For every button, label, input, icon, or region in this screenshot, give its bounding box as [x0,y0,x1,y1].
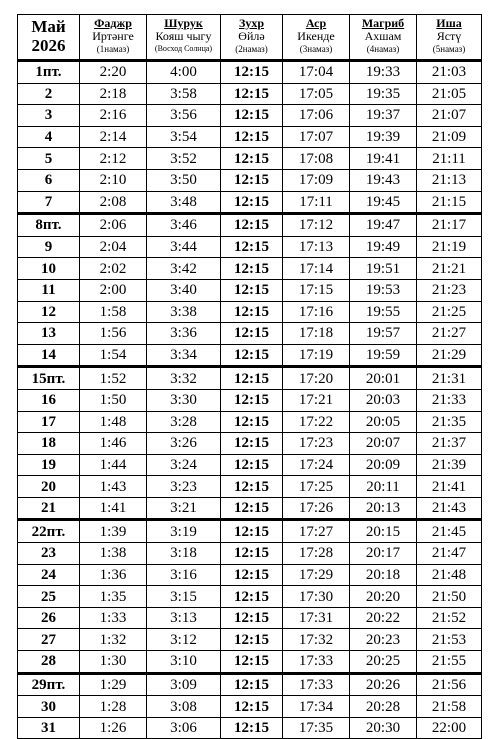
zuhr-header [221,15,283,61]
maghrib-time-cell: 19:53 [350,279,417,301]
fajr-time-cell: 1:41 [80,497,147,520]
sunrise-time-cell: 3:24 [147,454,221,476]
zuhr-time-cell: 12:15 [221,191,283,214]
column-note: (2намаз) [235,44,268,54]
maghrib-time-cell: 19:39 [350,126,417,148]
table-row [18,126,482,148]
sunrise-time-cell: 3:32 [147,367,221,390]
column-subtitle: Ястү [436,29,462,43]
table-row [18,344,482,367]
sunrise-time-cell: 3:50 [147,169,221,191]
zuhr-time-cell: 12:15 [221,411,283,433]
day-cell: 25 [18,586,80,608]
zuhr-time-cell: 12:15 [221,564,283,586]
maghrib-time-cell: 20:17 [350,543,417,565]
fajr-time-cell: 2:10 [80,169,147,191]
zuhr-time-cell: 12:15 [221,301,283,323]
zuhr-time-cell: 12:15 [221,629,283,651]
asr-time-cell: 17:13 [283,236,350,258]
maghrib-time-cell: 20:15 [350,520,417,543]
sunrise-time-cell: 3:09 [147,673,221,696]
zuhr-time-cell: 12:15 [221,169,283,191]
sunrise-header [147,15,221,61]
sunrise-time-cell: 3:10 [147,651,221,674]
day-cell: 29пт. [18,673,80,696]
isha-time-cell: 21:13 [417,169,482,191]
asr-time-cell: 17:35 [283,717,350,739]
column-subtitle: Икенде [297,29,335,43]
asr-time-cell: 17:16 [283,301,350,323]
table-row [18,411,482,433]
sunrise-time-cell: 3:56 [147,105,221,127]
column-name: Иша [436,16,462,30]
fajr-time-cell: 1:32 [80,629,147,651]
maghrib-time-cell: 20:30 [350,717,417,739]
asr-time-cell: 17:12 [283,214,350,237]
fajr-time-cell: 2:18 [80,83,147,105]
fajr-time-cell: 2:14 [80,126,147,148]
maghrib-time-cell: 20:20 [350,586,417,608]
isha-time-cell: 21:45 [417,520,482,543]
column-note: (3намаз) [299,44,333,54]
sunrise-time-cell: 3:48 [147,191,221,214]
zuhr-time-cell: 12:15 [221,476,283,498]
sunrise-time-cell: 3:21 [147,497,221,520]
isha-time-cell: 21:29 [417,344,482,367]
maghrib-time-cell: 20:18 [350,564,417,586]
asr-time-cell: 17:28 [283,543,350,565]
day-cell: 19 [18,454,80,476]
zuhr-time-cell: 12:15 [221,543,283,565]
asr-time-cell: 17:18 [283,323,350,345]
asr-time-cell: 17:33 [283,673,350,696]
isha-time-cell: 21:58 [417,696,482,718]
asr-time-cell: 17:30 [283,586,350,608]
maghrib-time-cell: 19:47 [350,214,417,237]
zuhr-time-cell: 12:15 [221,717,283,739]
isha-time-cell: 21:19 [417,236,482,258]
asr-time-cell: 17:05 [283,83,350,105]
isha-time-cell: 21:11 [417,148,482,170]
maghrib-header [350,15,417,61]
zuhr-time-cell: 12:15 [221,673,283,696]
asr-time-cell: 17:24 [283,454,350,476]
sunrise-time-cell: 3:40 [147,279,221,301]
asr-time-cell: 17:08 [283,148,350,170]
fajr-time-cell: 2:08 [80,191,147,214]
asr-time-cell: 17:11 [283,191,350,214]
asr-time-cell: 17:31 [283,607,350,629]
maghrib-time-cell: 20:07 [350,433,417,455]
sunrise-time-cell: 3:26 [147,433,221,455]
sunrise-time-cell: 3:16 [147,564,221,586]
sunrise-time-cell: 3:23 [147,476,221,498]
fajr-time-cell: 1:46 [80,433,147,455]
fajr-time-cell: 1:50 [80,389,147,411]
maghrib-time-cell: 19:35 [350,83,417,105]
fajr-time-cell: 1:43 [80,476,147,498]
isha-header [417,15,482,61]
column-name: Шурук [164,16,203,30]
zuhr-time-cell: 12:15 [221,454,283,476]
isha-time-cell: 21:37 [417,433,482,455]
zuhr-time-cell: 12:15 [221,586,283,608]
zuhr-time-cell: 12:15 [221,236,283,258]
zuhr-time-cell: 12:15 [221,214,283,237]
day-cell: 20 [18,476,80,498]
fajr-time-cell: 2:06 [80,214,147,237]
zuhr-time-cell: 12:15 [221,258,283,280]
fajr-time-cell: 1:30 [80,651,147,674]
table-row [18,433,482,455]
fajr-time-cell: 2:04 [80,236,147,258]
asr-time-cell: 17:27 [283,520,350,543]
day-cell: 22пт. [18,520,80,543]
isha-time-cell: 21:21 [417,258,482,280]
maghrib-time-cell: 20:11 [350,476,417,498]
asr-time-cell: 17:23 [283,433,350,455]
column-name: Магриб [361,16,405,30]
isha-time-cell: 21:56 [417,673,482,696]
fajr-time-cell: 1:33 [80,607,147,629]
isha-time-cell: 21:07 [417,105,482,127]
sunrise-time-cell: 3:52 [147,148,221,170]
maghrib-time-cell: 20:09 [350,454,417,476]
asr-time-cell: 17:15 [283,279,350,301]
zuhr-time-cell: 12:15 [221,148,283,170]
column-note: (1намаз) [96,44,130,54]
zuhr-time-cell: 12:15 [221,389,283,411]
zuhr-time-cell: 12:15 [221,105,283,127]
day-cell: 13 [18,323,80,345]
table-row [18,61,482,84]
fajr-time-cell: 1:35 [80,586,147,608]
isha-time-cell: 21:43 [417,497,482,520]
table-row [18,717,482,739]
sunrise-time-cell: 3:44 [147,236,221,258]
asr-time-cell: 17:22 [283,411,350,433]
maghrib-time-cell: 19:55 [350,301,417,323]
day-cell: 1пт. [18,61,80,84]
maghrib-time-cell: 20:05 [350,411,417,433]
asr-time-cell: 17:33 [283,651,350,674]
fajr-time-cell: 1:39 [80,520,147,543]
timetable-body [18,61,482,739]
table-row [18,586,482,608]
table-row [18,83,482,105]
table-row [18,629,482,651]
month-year-header [18,15,80,61]
isha-time-cell: 21:41 [417,476,482,498]
fajr-header [80,15,147,61]
maghrib-time-cell: 20:22 [350,607,417,629]
maghrib-time-cell: 20:13 [350,497,417,520]
column-note: (5намаз) [432,44,466,54]
asr-time-cell: 17:09 [283,169,350,191]
column-subtitle: Ахшам [364,29,402,43]
day-cell: 31 [18,717,80,739]
sunrise-time-cell: 3:13 [147,607,221,629]
fajr-time-cell: 1:54 [80,344,147,367]
sunrise-time-cell: 3:30 [147,389,221,411]
fajr-time-cell: 1:56 [80,323,147,345]
fajr-time-cell: 1:36 [80,564,147,586]
maghrib-time-cell: 20:03 [350,389,417,411]
table-row [18,323,482,345]
fajr-time-cell: 2:20 [80,61,147,84]
zuhr-time-cell: 12:15 [221,126,283,148]
day-cell: 18 [18,433,80,455]
maghrib-time-cell: 19:41 [350,148,417,170]
isha-time-cell: 21:23 [417,279,482,301]
fajr-time-cell: 1:52 [80,367,147,390]
sunrise-time-cell: 4:00 [147,61,221,84]
zuhr-time-cell: 12:15 [221,367,283,390]
sunrise-time-cell: 3:08 [147,696,221,718]
fajr-time-cell: 1:26 [80,717,147,739]
isha-time-cell: 21:47 [417,543,482,565]
maghrib-time-cell: 20:26 [350,673,417,696]
day-cell: 11 [18,279,80,301]
zuhr-time-cell: 12:15 [221,651,283,674]
sunrise-time-cell: 3:34 [147,344,221,367]
prayer-timetable [17,14,482,739]
prayer-timetable-sheet [17,14,481,739]
maghrib-time-cell: 19:33 [350,61,417,84]
day-cell: 30 [18,696,80,718]
fajr-time-cell: 2:00 [80,279,147,301]
sunrise-time-cell: 3:46 [147,214,221,237]
column-name: Зухр [238,16,264,30]
zuhr-time-cell: 12:15 [221,520,283,543]
maghrib-time-cell: 19:45 [350,191,417,214]
fajr-time-cell: 1:48 [80,411,147,433]
maghrib-time-cell: 20:23 [350,629,417,651]
day-cell: 12 [18,301,80,323]
maghrib-time-cell: 19:57 [350,323,417,345]
asr-time-cell: 17:26 [283,497,350,520]
day-cell: 2 [18,83,80,105]
table-row [18,564,482,586]
isha-time-cell: 21:52 [417,607,482,629]
sunrise-time-cell: 3:15 [147,586,221,608]
zuhr-time-cell: 12:15 [221,696,283,718]
isha-time-cell: 21:27 [417,323,482,345]
column-note: (Восход Солнца) [154,44,213,53]
table-row [18,651,482,674]
sunrise-time-cell: 3:38 [147,301,221,323]
isha-time-cell: 21:05 [417,83,482,105]
asr-time-cell: 17:25 [283,476,350,498]
table-row [18,191,482,214]
isha-time-cell: 21:03 [417,61,482,84]
table-row [18,454,482,476]
table-row [18,279,482,301]
fajr-time-cell: 1:38 [80,543,147,565]
sunrise-time-cell: 3:54 [147,126,221,148]
zuhr-time-cell: 12:15 [221,433,283,455]
day-cell: 3 [18,105,80,127]
column-subtitle: Кояш чыгу [155,29,212,43]
table-row [18,520,482,543]
isha-time-cell: 21:53 [417,629,482,651]
day-cell: 24 [18,564,80,586]
zuhr-time-cell: 12:15 [221,344,283,367]
sunrise-time-cell: 3:42 [147,258,221,280]
day-cell: 7 [18,191,80,214]
day-cell: 8пт. [18,214,80,237]
sunrise-time-cell: 3:36 [147,323,221,345]
maghrib-time-cell: 20:25 [350,651,417,674]
day-cell: 27 [18,629,80,651]
isha-time-cell: 22:00 [417,717,482,739]
fajr-time-cell: 2:02 [80,258,147,280]
zuhr-time-cell: 12:15 [221,83,283,105]
fajr-time-cell: 1:58 [80,301,147,323]
day-cell: 9 [18,236,80,258]
column-name: Фаджр [94,16,132,30]
day-cell: 23 [18,543,80,565]
table-row [18,607,482,629]
month-label: Май [31,17,66,36]
table-row [18,148,482,170]
asr-header [283,15,350,61]
day-cell: 4 [18,126,80,148]
isha-time-cell: 21:33 [417,389,482,411]
sunrise-time-cell: 3:18 [147,543,221,565]
day-cell: 14 [18,344,80,367]
sunrise-time-cell: 3:19 [147,520,221,543]
day-cell: 28 [18,651,80,674]
zuhr-time-cell: 12:15 [221,61,283,84]
fajr-time-cell: 2:16 [80,105,147,127]
table-row [18,105,482,127]
asr-time-cell: 17:14 [283,258,350,280]
table-row [18,214,482,237]
isha-time-cell: 21:50 [417,586,482,608]
fajr-time-cell: 2:12 [80,148,147,170]
maghrib-time-cell: 19:37 [350,105,417,127]
asr-time-cell: 17:20 [283,367,350,390]
table-row [18,476,482,498]
table-row [18,389,482,411]
table-row [18,497,482,520]
fajr-time-cell: 1:44 [80,454,147,476]
zuhr-time-cell: 12:15 [221,279,283,301]
column-name: Аср [305,16,327,30]
zuhr-time-cell: 12:15 [221,497,283,520]
maghrib-time-cell: 19:59 [350,344,417,367]
isha-time-cell: 21:55 [417,651,482,674]
column-subtitle: Өйлә [238,29,265,43]
sunrise-time-cell: 3:12 [147,629,221,651]
asr-time-cell: 17:32 [283,629,350,651]
isha-time-cell: 21:39 [417,454,482,476]
isha-time-cell: 21:15 [417,191,482,214]
table-row [18,673,482,696]
maghrib-time-cell: 19:43 [350,169,417,191]
day-cell: 6 [18,169,80,191]
asr-time-cell: 17:29 [283,564,350,586]
table-row [18,543,482,565]
day-cell: 26 [18,607,80,629]
asr-time-cell: 17:34 [283,696,350,718]
day-cell: 21 [18,497,80,520]
asr-time-cell: 17:21 [283,389,350,411]
table-row [18,169,482,191]
maghrib-time-cell: 20:28 [350,696,417,718]
asr-time-cell: 17:06 [283,105,350,127]
table-row [18,301,482,323]
isha-time-cell: 21:09 [417,126,482,148]
day-cell: 10 [18,258,80,280]
table-row [18,367,482,390]
asr-time-cell: 17:04 [283,61,350,84]
year-label: 2026 [31,36,66,55]
sunrise-time-cell: 3:28 [147,411,221,433]
zuhr-time-cell: 12:15 [221,323,283,345]
day-cell: 16 [18,389,80,411]
asr-time-cell: 17:19 [283,344,350,367]
table-row [18,258,482,280]
zuhr-time-cell: 12:15 [221,607,283,629]
isha-time-cell: 21:25 [417,301,482,323]
maghrib-time-cell: 20:01 [350,367,417,390]
fajr-time-cell: 1:28 [80,696,147,718]
maghrib-time-cell: 19:51 [350,258,417,280]
day-cell: 15пт. [18,367,80,390]
day-cell: 5 [18,148,80,170]
table-row [18,236,482,258]
isha-time-cell: 21:31 [417,367,482,390]
column-note: (4намаз) [366,44,400,54]
isha-time-cell: 21:35 [417,411,482,433]
sunrise-time-cell: 3:06 [147,717,221,739]
isha-time-cell: 21:48 [417,564,482,586]
day-cell: 17 [18,411,80,433]
column-subtitle: Иртәнге [92,29,134,43]
maghrib-time-cell: 19:49 [350,236,417,258]
sunrise-time-cell: 3:58 [147,83,221,105]
asr-time-cell: 17:07 [283,126,350,148]
fajr-time-cell: 1:29 [80,673,147,696]
isha-time-cell: 21:17 [417,214,482,237]
header-row [18,15,482,61]
